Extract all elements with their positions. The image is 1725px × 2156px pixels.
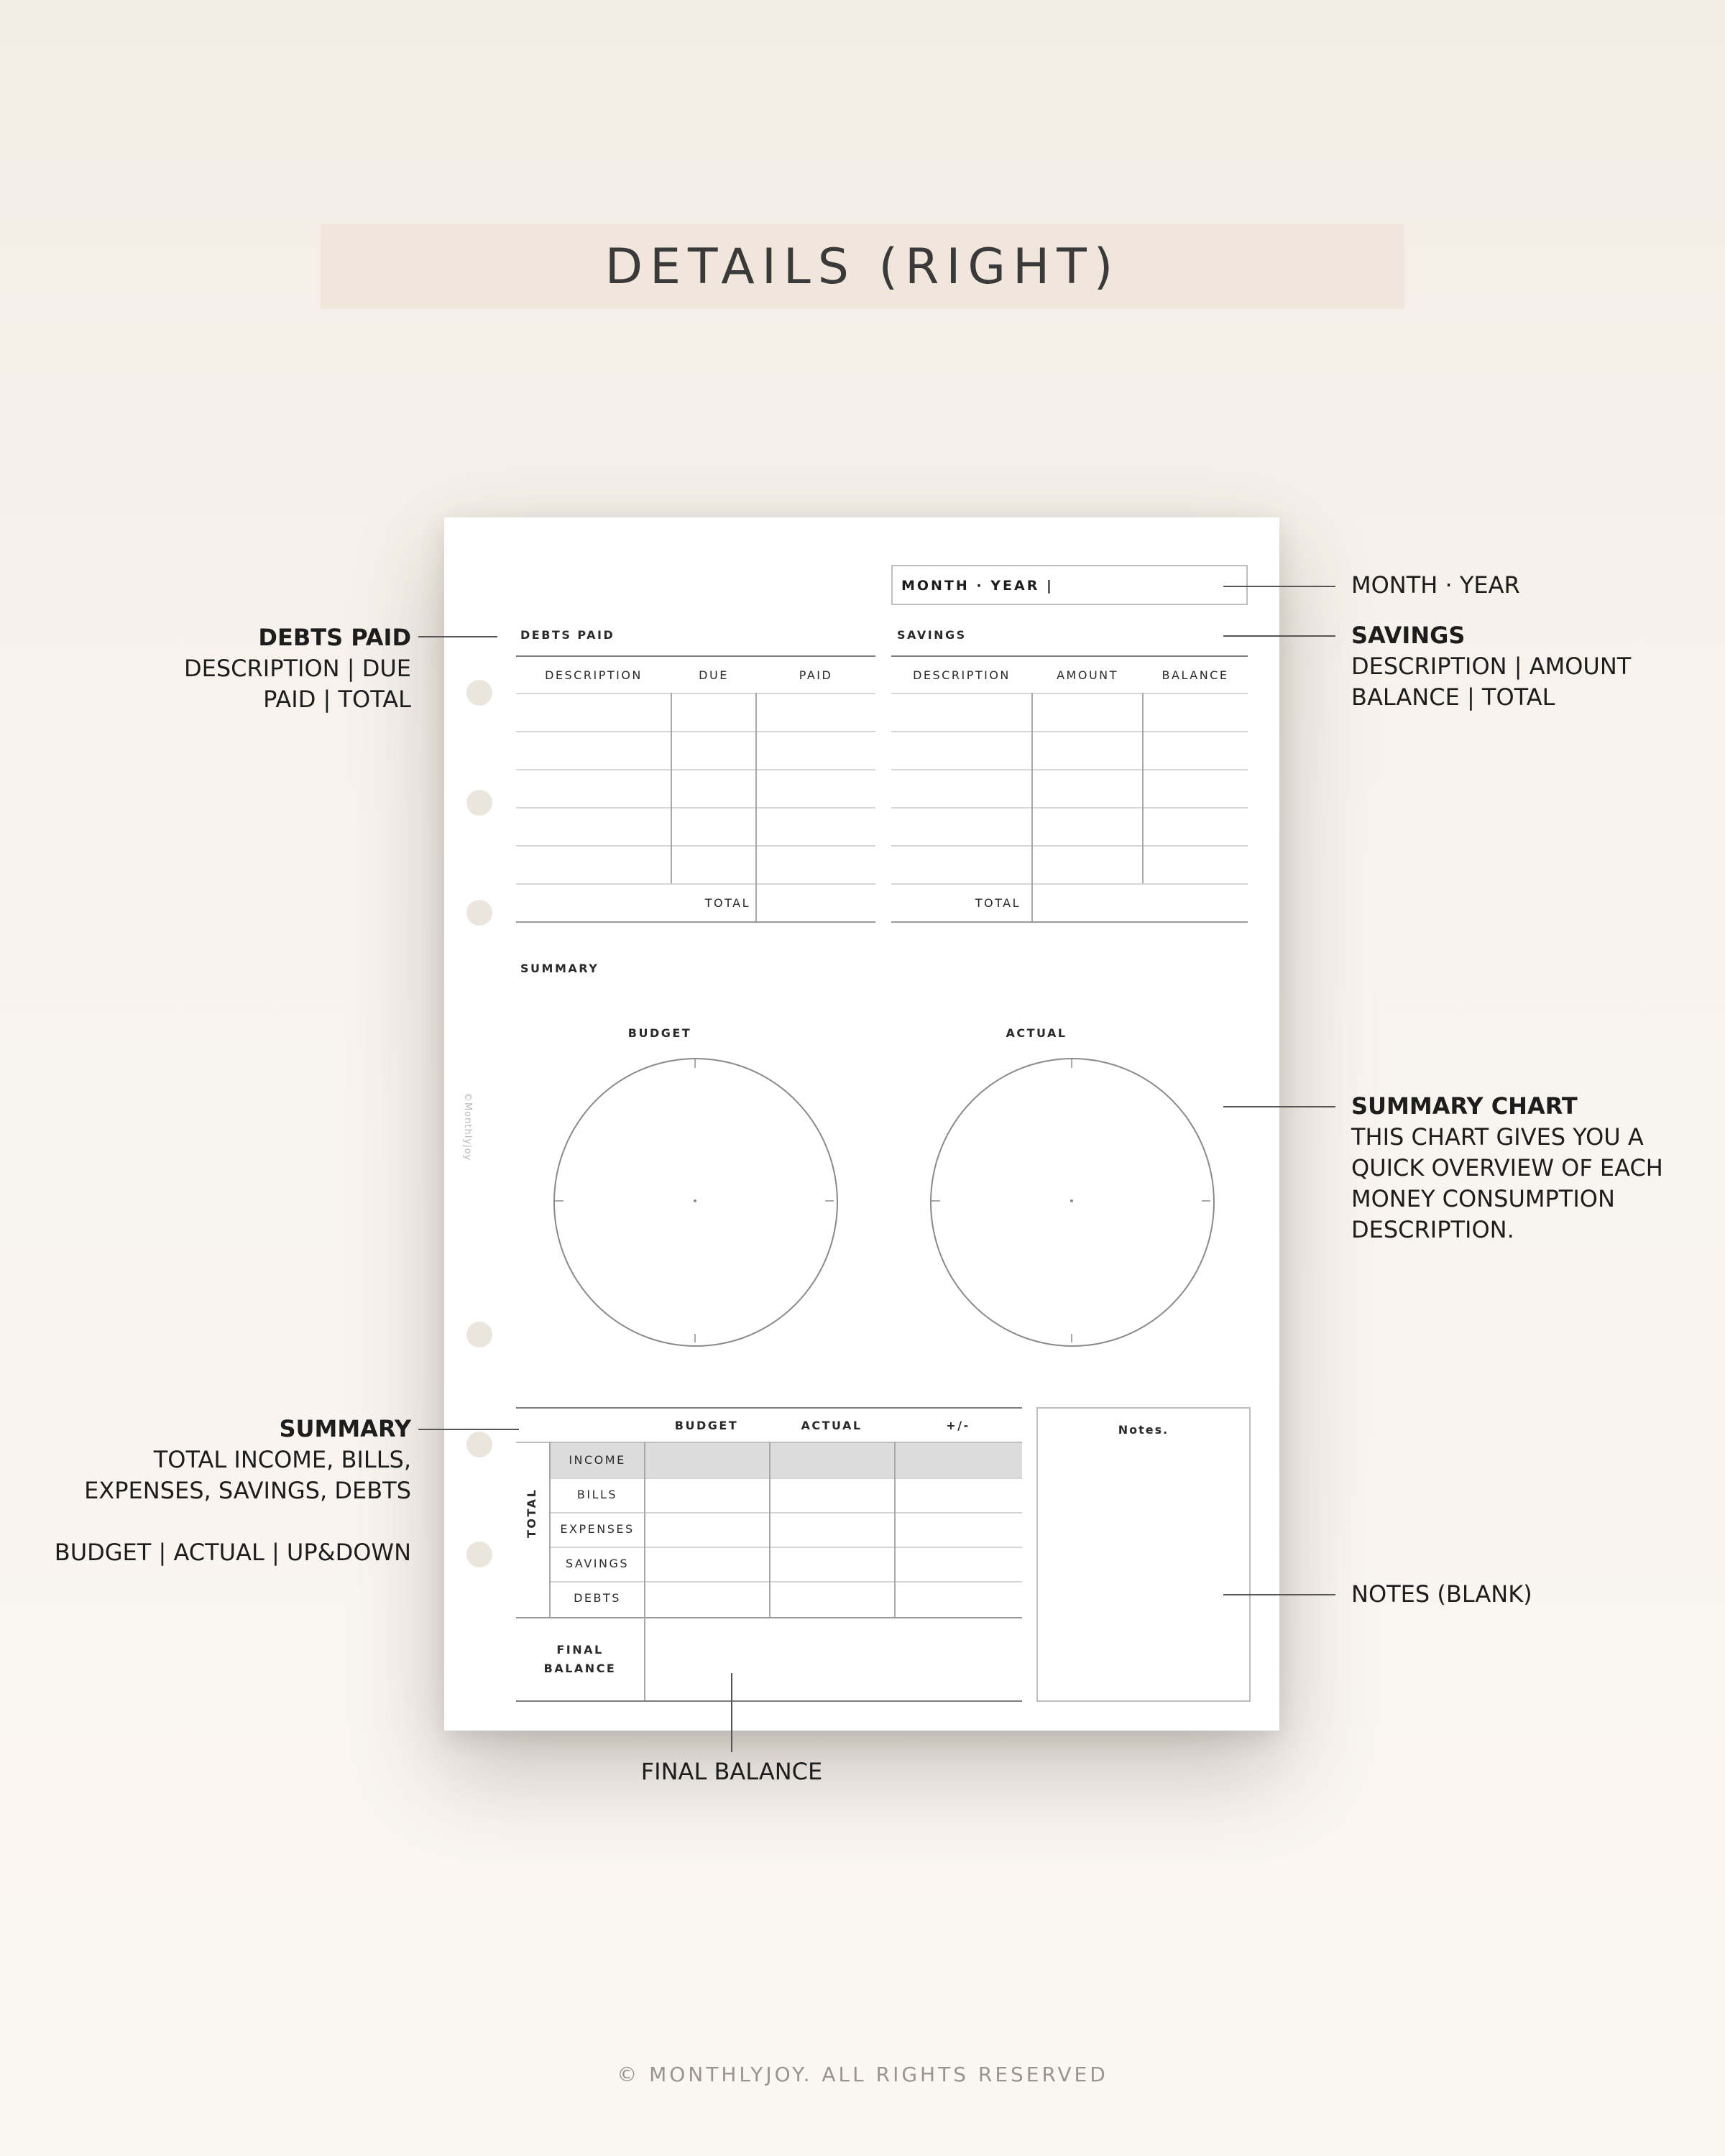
table-row-line (891, 883, 1248, 885)
actual-chart-label: ACTUAL (1006, 1026, 1067, 1040)
month-year-label: MONTH · YEAR | (901, 578, 1054, 594)
annotation-debts-line2: PAID | TOTAL (263, 686, 411, 713)
summary-col-actual: ACTUAL (801, 1419, 862, 1432)
annotation-chart-line3: MONEY CONSUMPTION (1351, 1185, 1615, 1212)
chart-center (1070, 1199, 1073, 1202)
summary-row-income: INCOME (569, 1453, 626, 1467)
leader-line (1223, 586, 1335, 587)
table-row-line (516, 769, 875, 770)
table-row-line (551, 1581, 1022, 1583)
chart-tick (694, 1059, 696, 1068)
summary-total-label: TOTAL (525, 1488, 538, 1538)
annotation-summary-title: SUMMARY (279, 1415, 411, 1442)
annotation-summary-line2: EXPENSES, SAVINGS, DEBTS (84, 1477, 411, 1504)
budget-pie-chart (553, 1058, 838, 1347)
binder-hole (466, 1322, 492, 1348)
summary-col-diff: +/- (946, 1419, 970, 1432)
annotation-month-year: MONTH · YEAR (1351, 571, 1520, 599)
chart-tick (1071, 1334, 1072, 1342)
table-row-line (891, 731, 1248, 732)
savings-title: SAVINGS (897, 628, 967, 642)
debts-col-due: DUE (699, 668, 729, 682)
chart-tick (1202, 1200, 1210, 1202)
annotation-chart-title: SUMMARY CHART (1351, 1092, 1578, 1120)
divider (516, 1407, 1022, 1409)
annotation-debts (86, 622, 411, 715)
table-row-line (551, 1512, 1022, 1514)
annotation-chart-line2: QUICK OVERVIEW OF EACH (1351, 1154, 1663, 1181)
annotation-debts-line1: DESCRIPTION | DUE (184, 655, 411, 682)
table-row-line (551, 1478, 1022, 1479)
column-line (755, 693, 757, 921)
month-year-field[interactable] (891, 565, 1248, 605)
table-row-line (516, 1617, 1022, 1618)
summary-title: SUMMARY (520, 962, 599, 975)
chart-tick (694, 1334, 696, 1342)
leader-line (731, 1673, 732, 1752)
title-band (321, 224, 1404, 309)
binder-hole (466, 1542, 492, 1567)
annotation-savings (1351, 620, 1631, 713)
savings-col-description: DESCRIPTION (913, 668, 1011, 682)
annotation-savings-line1: DESCRIPTION | AMOUNT (1351, 653, 1632, 680)
annotation-summary-line1: TOTAL INCOME, BILLS, (153, 1446, 411, 1473)
divider (516, 655, 875, 657)
copyright-footer: © MONTHLYJOY. ALL RIGHTS RESERVED (617, 2063, 1108, 2086)
annotation-chart (1351, 1091, 1663, 1245)
table-row-line (551, 1547, 1022, 1548)
chart-tick (1071, 1059, 1072, 1068)
chart-tick (555, 1200, 564, 1202)
annotation-summary (43, 1414, 411, 1568)
summary-row-expenses: EXPENSES (560, 1522, 635, 1536)
planner-page (444, 517, 1279, 1731)
chart-center (694, 1199, 696, 1202)
actual-pie-chart (930, 1058, 1215, 1347)
page-title: DETAILS (RIGHT) (604, 238, 1121, 295)
budget-chart-label: BUDGET (627, 1026, 692, 1040)
table-row-line (891, 845, 1248, 847)
annotation-notes: NOTES (BLANK) (1351, 1580, 1532, 1608)
summary-col-budget: BUDGET (674, 1419, 739, 1432)
column-line (1031, 693, 1033, 921)
chart-tick (932, 1200, 940, 1202)
column-line (894, 1442, 896, 1617)
binder-hole (466, 1432, 492, 1457)
final-balance-label-2: BALANCE (543, 1662, 617, 1675)
column-line (1142, 693, 1144, 883)
divider (891, 655, 1248, 657)
table-row-line (891, 693, 1248, 694)
table-row-line (891, 921, 1248, 923)
table-row-line (516, 883, 875, 885)
annotation-savings-title: SAVINGS (1351, 622, 1466, 649)
annotation-chart-line4: DESCRIPTION. (1351, 1216, 1514, 1243)
table-row-line (516, 807, 875, 808)
savings-col-balance: BALANCE (1162, 668, 1229, 682)
column-line (769, 1442, 770, 1617)
leader-line (1223, 635, 1335, 637)
notes-box[interactable] (1036, 1407, 1251, 1702)
table-row-line (516, 921, 875, 923)
annotation-debts-title: DEBTS PAID (258, 624, 411, 651)
binder-hole (466, 680, 492, 706)
debts-col-paid: PAID (799, 668, 833, 682)
leader-line (1223, 1106, 1335, 1107)
leader-line (418, 1429, 519, 1430)
leader-line (1223, 1594, 1335, 1595)
final-balance-label-1: FINAL (556, 1643, 604, 1657)
table-row-line (891, 807, 1248, 808)
savings-total-label: TOTAL (975, 896, 1021, 910)
summary-row-debts: DEBTS (574, 1591, 621, 1605)
summary-row-savings: SAVINGS (565, 1557, 630, 1570)
watermark: ©Monthlyjoy (462, 1092, 473, 1161)
notes-label: Notes. (1118, 1423, 1169, 1437)
table-row-line (516, 693, 875, 694)
column-line (644, 1442, 645, 1700)
savings-col-amount: AMOUNT (1057, 668, 1118, 682)
summary-row-bills: BILLS (576, 1488, 618, 1501)
chart-tick (825, 1200, 834, 1202)
table-row-line (516, 1700, 1022, 1702)
table-row-line (516, 731, 875, 732)
debts-total-label: TOTAL (704, 896, 750, 910)
debts-col-description: DESCRIPTION (545, 668, 643, 682)
annotation-summary-line3: BUDGET | ACTUAL | UP&DOWN (54, 1539, 411, 1566)
column-line (671, 693, 672, 883)
annotation-savings-line2: BALANCE | TOTAL (1351, 683, 1555, 711)
annotation-chart-line1: THIS CHART GIVES YOU A (1351, 1123, 1644, 1151)
table-row-line (516, 845, 875, 847)
debts-title: DEBTS PAID (520, 628, 615, 642)
annotation-final-balance: FINAL BALANCE (640, 1758, 823, 1785)
table-row-line (891, 769, 1248, 770)
binder-hole (466, 790, 492, 816)
leader-line (418, 636, 497, 637)
binder-hole (466, 900, 492, 926)
